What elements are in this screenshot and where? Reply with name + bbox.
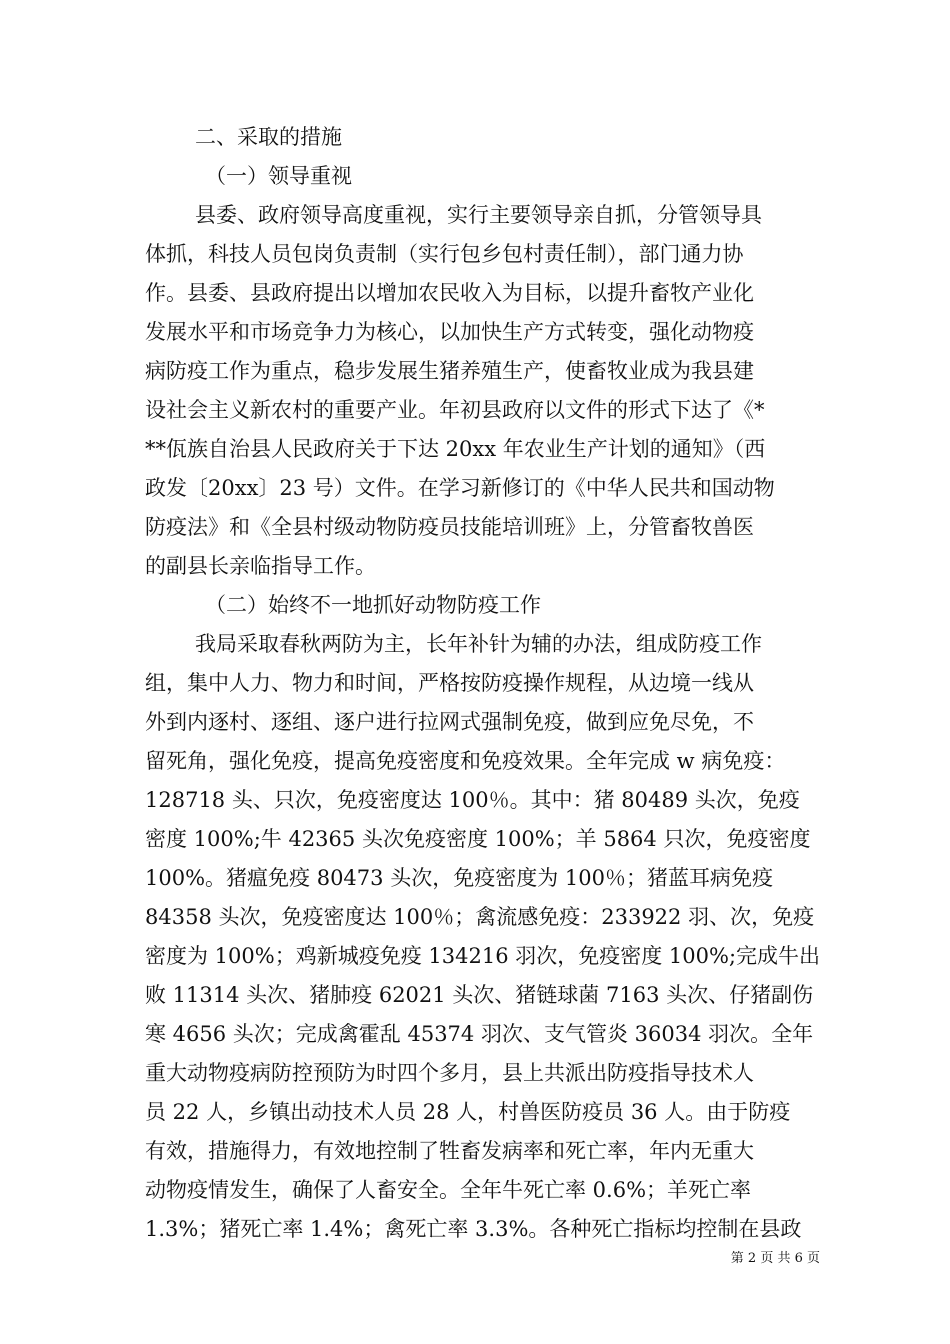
paragraph-line: 作。县委、县政府提出以增加农民收入为目标，以提升畜牧产业化 [145,281,754,305]
subsection-heading-2: （二）始终不一地抓好动物防疫工作 [205,593,541,617]
paragraph-line: 1.3%；猪死亡率 1.4%；禽死亡率 3.3%。各种死亡指标均控制在县政 [145,1217,802,1241]
paragraph-line: 发展水平和市场竞争力为核心，以加快生产方式转变，强化动物疫 [145,320,754,344]
paragraph-leadership [145,196,809,586]
paragraph-line: 的副县长亲临指导工作。 [145,554,376,578]
paragraph-line: 128718 头、只次，免疫密度达 100％。其中：猪 80489 头次，免疫 [145,788,800,812]
paragraph-line: **佤族自治县人民政府关于下达 20xx 年农业生产计划的通知》（西 [145,437,766,461]
paragraph-line: 政发〔20xx〕23 号）文件。在学习新修订的《中华人民共和国动物 [145,476,775,500]
paragraph-epidemic-prevention [145,625,821,1249]
paragraph-line: 密度 100%;牛 42365 头次免疫密度 100%；羊 5864 只次，免疫密度 [145,827,811,851]
paragraph-line: 84358 头次，免疫密度达 100％；禽流感免疫：233922 羽、次，免疫 [145,905,815,929]
paragraph-line: 留死角，强化免疫，提高免疫密度和免疫效果。全年完成 w 病免疫： [145,749,786,773]
paragraph-line: 体抓，科技人员包岗负责制（实行包乡包村责任制），部门通力协 [145,242,744,266]
paragraph-line: 员 22 人，乡镇出动技术人员 28 人，村兽医防疫员 36 人。由于防疫 [145,1100,791,1124]
paragraph-line: 组，集中人力、物力和时间，严格按防疫操作规程，从边境一线从 [145,671,754,695]
paragraph-line: 败 11314 头次、猪肺疫 62021 头次、猪链球菌 7163 头次、仔猪副伤 [145,983,814,1007]
paragraph-line: 动物疫情发生，确保了人畜安全。全年牛死亡率 0.6%；羊死亡率 [145,1178,752,1202]
paragraph-line: 100%。猪瘟免疫 80473 头次，免疫密度为 100％；猪蓝耳病免疫 [145,866,773,890]
paragraph-line: 防疫法》和《全县村级动物防疫员技能培训班》上，分管畜牧兽医 [145,515,754,539]
paragraph-line: 县委、政府领导高度重视，实行主要领导亲自抓，分管领导具 [195,203,762,227]
paragraph-line: 我局采取春秋两防为主，长年补针为辅的办法，组成防疫工作 [195,632,762,656]
section-heading: 二、采取的措施 [195,125,342,149]
page-number: 第 2 页 共 6 页 [730,1251,820,1266]
document-body [145,118,821,1249]
paragraph-line: 密度为 100%；鸡新城疫免疫 134216 羽次，免疫密度 100%;完成牛出 [145,944,821,968]
paragraph-line: 病防疫工作为重点，稳步发展生猪养殖生产，使畜牧业成为我县建 [145,359,754,383]
paragraph-line: 重大动物疫病防控预防为时四个多月，县上共派出防疫指导技术人 [145,1061,754,1085]
subsection-heading-1: （一）领导重视 [205,164,352,188]
paragraph-line: 设社会主义新农村的重要产业。年初县政府以文件的形式下达了《* [145,398,765,422]
paragraph-line: 有效，措施得力，有效地控制了牲畜发病率和死亡率，年内无重大 [145,1139,754,1163]
paragraph-line: 寒 4656 头次；完成禽霍乱 45374 羽次、支气管炎 36034 羽次。全年 [145,1022,814,1046]
paragraph-line: 外到内逐村、逐组、逐户进行拉网式强制免疫，做到应免尽免，不 [145,710,754,734]
